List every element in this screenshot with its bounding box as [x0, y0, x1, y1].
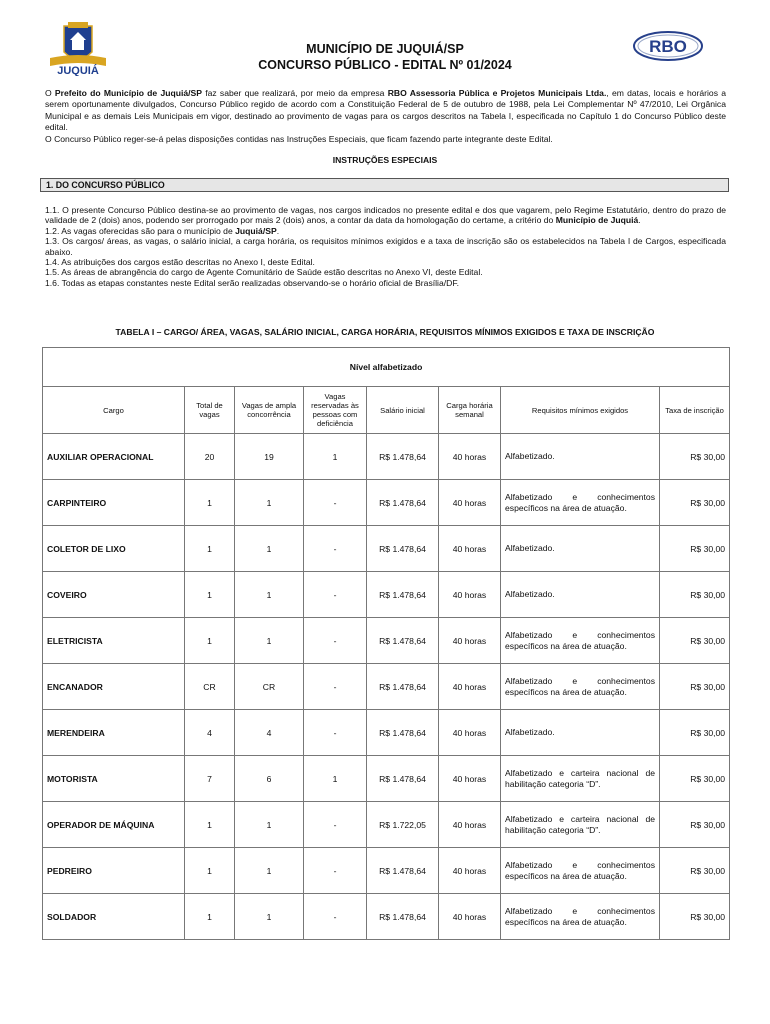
pcd-cell: 1 — [304, 756, 367, 802]
pcd-cell: - — [304, 572, 367, 618]
table-row — [43, 664, 730, 710]
text-run: 1.1. O presente Concurso Público destina-se ao provimento de vagas, nos cargos indicados no presente edital e dos que vagarem, pelo Regime Estatutário, dentro do prazo de validade de 2 (dois) anos, podendo ser prorrogado por mais 2 (dois) anos, a contar da data da homologação do certame, a critério do — [45, 205, 726, 226]
text-run: . — [638, 215, 641, 226]
pcd-cell: - — [304, 848, 367, 894]
rbo-logo-text: RBO — [649, 37, 687, 56]
requisitos-cell: Alfabetizado. — [501, 572, 660, 618]
taxa-cell: R$ 30,00 — [660, 848, 730, 894]
carga-cell: 40 horas — [439, 526, 501, 572]
bold-text: Juquiá/SP — [235, 225, 277, 236]
salario-cell: R$ 1.722,05 — [367, 802, 439, 848]
carga-cell: 40 horas — [439, 710, 501, 756]
total-vagas-cell: 1 — [185, 848, 235, 894]
table-row — [43, 802, 730, 848]
ampla-cell: 1 — [235, 848, 304, 894]
pcd-cell: - — [304, 618, 367, 664]
ampla-cell: 1 — [235, 618, 304, 664]
pcd-cell: 1 — [304, 434, 367, 480]
text-run: 1.2. As vagas oferecidas são para o município de — [45, 225, 236, 236]
requisitos-cell: Alfabetizado. — [501, 434, 660, 480]
table-row — [43, 434, 730, 480]
carga-cell: 40 horas — [439, 480, 501, 526]
cargo-cell: AUXILIAR OPERACIONAL — [43, 434, 185, 480]
ampla-cell: 19 — [235, 434, 304, 480]
bold-text: Município de Juquiá — [555, 215, 639, 226]
pcd-cell: - — [304, 526, 367, 572]
bold-text: RBO Assessoria Pública e Projetos Municipais Ltda. — [387, 88, 607, 98]
total-vagas-cell: CR — [185, 664, 235, 710]
cargo-cell: OPERADOR DE MÁQUINA — [43, 802, 185, 848]
section-item — [45, 236, 726, 257]
taxa-cell: R$ 30,00 — [660, 664, 730, 710]
text-run: . — [276, 225, 280, 236]
ampla-cell: 1 — [235, 480, 304, 526]
section-item — [45, 226, 726, 236]
salario-cell: R$ 1.478,64 — [367, 480, 439, 526]
cargos-table — [42, 347, 730, 940]
section-item — [45, 267, 726, 277]
total-vagas-cell: 1 — [185, 802, 235, 848]
intro-paragraph-1 — [45, 88, 726, 134]
total-vagas-cell: 1 — [185, 618, 235, 664]
taxa-cell: R$ 30,00 — [660, 710, 730, 756]
section-item — [45, 205, 726, 226]
ampla-cell: 4 — [235, 710, 304, 756]
taxa-cell: R$ 30,00 — [660, 756, 730, 802]
carga-cell: 40 horas — [439, 802, 501, 848]
level-label: Nível alfabetizado — [43, 348, 730, 387]
cargo-cell: COLETOR DE LIXO — [43, 526, 185, 572]
page-subtitle: CONCURSO PÚBLICO - EDITAL Nº 01/2024 — [258, 58, 512, 72]
requisitos-cell: Alfabetizado. — [501, 710, 660, 756]
page-title: MUNICÍPIO DE JUQUIÁ/SP — [306, 42, 464, 56]
cargo-cell: ENCANADOR — [43, 664, 185, 710]
table-row — [43, 756, 730, 802]
salario-cell: R$ 1.478,64 — [367, 894, 439, 940]
salario-cell: R$ 1.478,64 — [367, 664, 439, 710]
instructions-heading: INSTRUÇÕES ESPECIAIS — [332, 155, 438, 165]
cargo-cell: PEDREIRO — [43, 848, 185, 894]
taxa-cell: R$ 30,00 — [660, 618, 730, 664]
pcd-cell: - — [304, 480, 367, 526]
text-run: faz saber que realizará, por meio da empresa — [201, 88, 388, 98]
ampla-cell: CR — [235, 664, 304, 710]
cargo-cell: MOTORISTA — [43, 756, 185, 802]
col-requisitos-header: Requisitos mínimos exigidos — [501, 387, 660, 434]
pcd-cell: - — [304, 894, 367, 940]
text-run: , em datas, locais e horários a serem oportunamente divulgados, Concurso Público regido de acordo com a Constituição Federal de 5 de outubro de 1988, pela Lei Complementar Nº 47/2010, Lei Orgânica Municipal e as demais Leis Municipais em vigor, destinado ao provimento de vagas para os cargos descritos na Tabela I, especificada no Capítulo 1 do Concurso Público deste edital. — [45, 88, 726, 133]
section-body — [45, 205, 726, 288]
intro-paragraph-2: O Concurso Público reger-se-á pelas disposições contidas nas Instruções Especiais, que ficam fazendo parte integrante deste Edital. — [45, 133, 553, 144]
table-title: TABELA I – CARGO/ ÁREA, VAGAS, SALÁRIO INICIAL, CARGA HORÁRIA, REQUISITOS MÍNIMOS EXIGIDOS E TAXA DE INSCRIÇÃO — [115, 327, 655, 337]
total-vagas-cell: 1 — [185, 526, 235, 572]
carga-cell: 40 horas — [439, 434, 501, 480]
salario-cell: R$ 1.478,64 — [367, 710, 439, 756]
cargo-cell: CARPINTEIRO — [43, 480, 185, 526]
table-row — [43, 480, 730, 526]
requisitos-cell: Alfabetizado e conhecimentos específicos na área de atuação. — [501, 894, 660, 940]
total-vagas-cell: 1 — [185, 572, 235, 618]
requisitos-cell: Alfabetizado e conhecimentos específicos na área de atuação. — [501, 480, 660, 526]
table-row — [43, 848, 730, 894]
carga-cell: 40 horas — [439, 894, 501, 940]
bold-text: Prefeito do Município de Juquiá/SP — [54, 88, 202, 98]
salario-cell: R$ 1.478,64 — [367, 848, 439, 894]
pcd-cell: - — [304, 802, 367, 848]
cargo-cell: MERENDEIRA — [43, 710, 185, 756]
table-row — [43, 526, 730, 572]
ampla-cell: 6 — [235, 756, 304, 802]
cargo-cell: COVEIRO — [43, 572, 185, 618]
text-run: 1.3. Os cargos/ áreas, as vagas, o salário inicial, a carga horária, os requisitos mínimos exigidos e a taxa de inscrição são os estabelecidos na Tabela I de Cargos, especificada abaixo. — [45, 236, 726, 257]
col-salario-header: Salário inicial — [367, 387, 439, 434]
salario-cell: R$ 1.478,64 — [367, 756, 439, 802]
text-run: 1.6. Todas as etapas constantes neste Edital serão realizadas observando-se o horário oficial de Brasília/DF. — [45, 277, 460, 288]
text-run: 1.5. As áreas de abrangência do cargo de Agente Comunitário de Saúde estão descritas no Anexo VI, deste Edital. — [45, 267, 483, 278]
taxa-cell: R$ 30,00 — [660, 480, 730, 526]
pcd-cell: - — [304, 664, 367, 710]
ampla-cell: 1 — [235, 802, 304, 848]
col-total-vagas-header: Total de vagas — [185, 387, 235, 434]
taxa-cell: R$ 30,00 — [660, 434, 730, 480]
col-ampla-header: Vagas de ampla concorrência — [235, 387, 304, 434]
table-row — [43, 710, 730, 756]
salario-cell: R$ 1.478,64 — [367, 572, 439, 618]
taxa-cell: R$ 30,00 — [660, 802, 730, 848]
taxa-cell: R$ 30,00 — [660, 526, 730, 572]
col-pcd-header: Vagas reservadas às pessoas com deficiência — [304, 387, 367, 434]
total-vagas-cell: 1 — [185, 480, 235, 526]
cargo-cell: ELETRICISTA — [43, 618, 185, 664]
carga-cell: 40 horas — [439, 664, 501, 710]
pcd-cell: - — [304, 710, 367, 756]
cargo-cell: SOLDADOR — [43, 894, 185, 940]
section-item — [45, 278, 726, 288]
requisitos-cell: Alfabetizado e carteira nacional de habilitação categoria “D”. — [501, 756, 660, 802]
total-vagas-cell: 1 — [185, 894, 235, 940]
header-row — [43, 387, 730, 434]
taxa-cell: R$ 30,00 — [660, 894, 730, 940]
salario-cell: R$ 1.478,64 — [367, 434, 439, 480]
carga-cell: 40 horas — [439, 572, 501, 618]
requisitos-cell: Alfabetizado e conhecimentos específicos na área de atuação. — [501, 664, 660, 710]
intro-text — [45, 88, 726, 145]
table-row — [43, 572, 730, 618]
requisitos-cell: Alfabetizado e carteira nacional de habilitação categoria “D”. — [501, 802, 660, 848]
col-carga-header: Carga horária semanal — [439, 387, 501, 434]
requisitos-cell: Alfabetizado. — [501, 526, 660, 572]
table-row — [43, 894, 730, 940]
total-vagas-cell: 4 — [185, 710, 235, 756]
ampla-cell: 1 — [235, 526, 304, 572]
salario-cell: R$ 1.478,64 — [367, 618, 439, 664]
section-heading: 1. DO CONCURSO PÚBLICO — [40, 178, 729, 192]
requisitos-cell: Alfabetizado e conhecimentos específicos na área de atuação. — [501, 618, 660, 664]
section-item — [45, 257, 726, 267]
text-run: 1.4. As atribuições dos cargos estão descritas no Anexo I, deste Edital. — [45, 257, 315, 268]
carga-cell: 40 horas — [439, 756, 501, 802]
requisitos-cell: Alfabetizado e conhecimentos específicos na área de atuação. — [501, 848, 660, 894]
ampla-cell: 1 — [235, 894, 304, 940]
col-taxa-header: Taxa de inscrição — [660, 387, 730, 434]
seal-text: JUQUIÁ — [57, 65, 99, 76]
col-cargo-header: Cargo — [43, 387, 185, 434]
level-row — [43, 348, 730, 387]
salario-cell: R$ 1.478,64 — [367, 526, 439, 572]
ampla-cell: 1 — [235, 572, 304, 618]
total-vagas-cell: 7 — [185, 756, 235, 802]
taxa-cell: R$ 30,00 — [660, 572, 730, 618]
table-row — [43, 618, 730, 664]
carga-cell: 40 horas — [439, 618, 501, 664]
total-vagas-cell: 20 — [185, 434, 235, 480]
carga-cell: 40 horas — [439, 848, 501, 894]
text-run: O — [45, 88, 55, 98]
